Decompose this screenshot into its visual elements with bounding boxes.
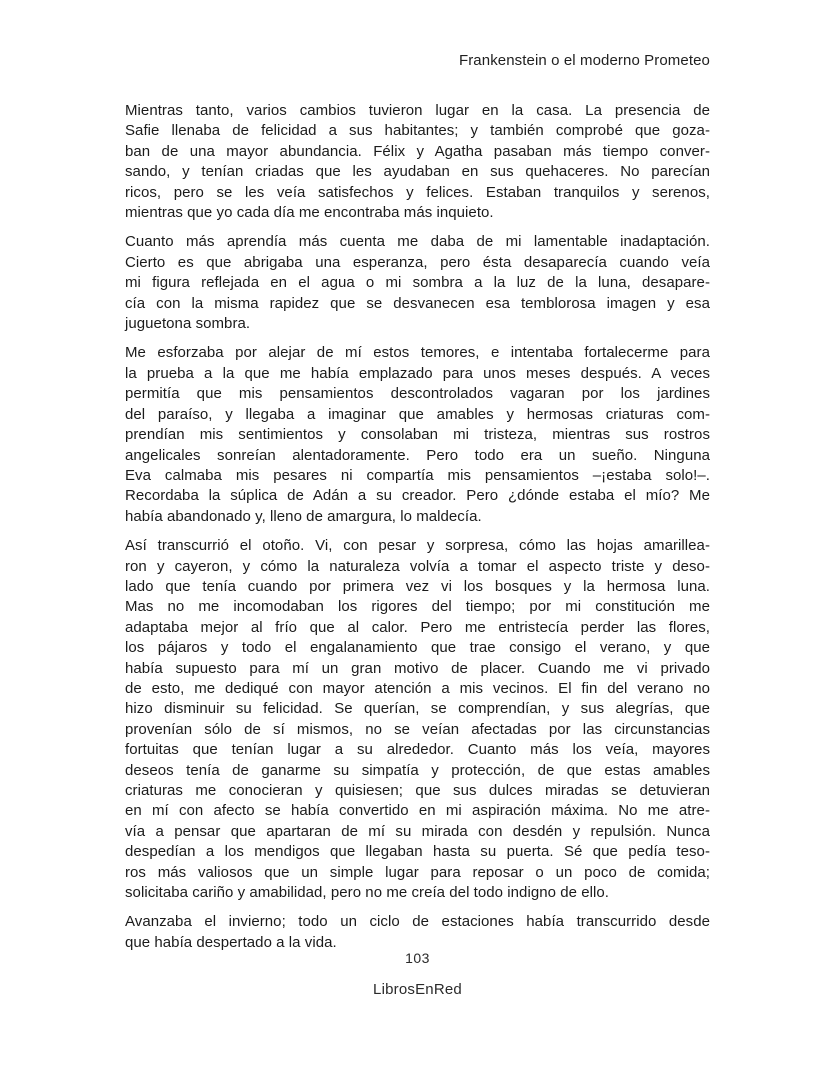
text-line: del paraíso, y llegaba a imaginar que amables y hermosas criaturas com- <box>125 405 710 423</box>
text-line: Avanzaba el invierno; todo un ciclo de estaciones había transcurrido desde <box>125 913 710 931</box>
text-line: Mas no me incomodaban los rigores del tiempo; por mi constitución me <box>125 598 710 616</box>
text-line: lado que tenía cuando por primera vez vi los bosques y la hermosa luna. <box>125 577 710 595</box>
text-line: Así transcurrió el otoño. Vi, con pesar y sorpresa, cómo las hojas amarillea- <box>125 537 710 555</box>
text-line: deseos tenía de ganarme su simpatía y protección, de que estas amables <box>125 761 710 779</box>
text-line: hizo disminuir su felicidad. Se querían, se comprendían, y sus alegrías, que <box>125 700 710 718</box>
text-line: ron y cayeron, y cómo la naturaleza volvía a tomar el aspecto triste y deso- <box>125 557 710 575</box>
text-line: juguetona sombra. <box>125 315 251 333</box>
body-text <box>125 101 710 962</box>
text-line: había supuesto para mí un gran motivo de placer. Cuando me vi privado <box>125 659 710 677</box>
text-line: angelicales sonreían alentadoramente. Pero todo era un sueño. Ninguna <box>125 446 710 464</box>
text-line: en mí con afecto se había convertido en mi aspiración máxima. No me atre- <box>125 802 710 820</box>
text-line: criaturas me conocieran y quisiesen; que sus dulces miradas se detuvieran <box>125 782 710 799</box>
text-line: provenían sólo de sí mismos, no se veían afectadas por las circunstancias <box>125 720 710 738</box>
text-line: Cuanto más aprendía más cuenta me daba de mi lamentable inadaptación. <box>125 233 710 251</box>
text-line: cía con la misma rapidez que se desvanecen esa temblorosa imagen y esa <box>125 294 710 312</box>
page-number: 103 <box>405 950 430 966</box>
publisher-name: LibrosEnRed <box>373 981 462 998</box>
paragraph <box>125 536 710 903</box>
paragraph <box>125 912 710 953</box>
text-line: ros más valiosos que un simple lugar para reposar o un poco de comida; <box>125 863 710 881</box>
text-line: Safie llenaba de felicidad a sus habitantes; y también comprobé que goza- <box>125 122 710 140</box>
text-line: Eva calmaba mis pesares ni compartía mis pensamientos –¡estaba solo!–. <box>125 466 710 484</box>
text-line: los pájaros y todo el engalanamiento que trae consigo el verano, y que <box>125 639 710 657</box>
text-line: ricos, pero se les veía satisfechos y felices. Estaban tranquilos y serenos, <box>125 183 710 201</box>
text-line: ban de una mayor abundancia. Félix y Agatha pasaban más tiempo conver- <box>125 142 710 160</box>
text-line: prendían mis sentimientos y consolaban mi tristeza, mientras sus rostros <box>125 426 710 444</box>
text-line: Me esforzaba por alejar de mí estos temores, e intentaba fortalecerme para <box>125 344 710 362</box>
text-line: de esto, me dediqué con mayor atención a mis vecinos. El fin del verano no <box>125 679 710 697</box>
text-line: fortuitas que tenían lugar a su alrededor. Cuanto más los veía, mayores <box>125 741 710 759</box>
paragraph <box>125 343 710 527</box>
text-line: despedían a los mendigos que llegaban hasta su puerta. Sé que pedía teso- <box>125 843 710 861</box>
text-line: había abandonado y, lleno de amargura, lo maldecía. <box>125 507 482 525</box>
text-line: Mientras tanto, varios cambios tuvieron lugar en la casa. La presencia de <box>125 102 710 119</box>
text-line: mi figura reflejada en el agua o mi sombra a la luz de la luna, desapare- <box>125 274 710 292</box>
paragraph <box>125 232 710 334</box>
text-line: la prueba a la que me había emplazado para unos meses después. A veces <box>125 364 710 382</box>
text-line: vía a pensar que apartaran de mí su mirada con desdén y repulsión. Nunca <box>125 822 710 840</box>
paragraph <box>125 101 710 223</box>
text-line: solicitaba cariño y amabilidad, pero no me creía del todo indigno de ello. <box>125 884 609 902</box>
text-line: Recordaba la súplica de Adán a su creador. Pero ¿dónde estaba el mío? Me <box>125 487 710 505</box>
running-header: Frankenstein o el moderno Prometeo <box>458 52 710 69</box>
text-line: Cierto es que abrigaba una esperanza, pero ésta desaparecía cuando veía <box>125 253 710 271</box>
text-line: mientras que yo cada día me encontraba más inquieto. <box>125 204 494 222</box>
text-line: adaptaba mejor al frío que al calor. Pero me entristecía perder las flores, <box>125 618 710 636</box>
text-line: sando, y tenían criadas que les ayudaban en sus quehaceres. No parecían <box>125 163 710 181</box>
text-line: que había despertado a la vida. <box>125 933 337 951</box>
text-line: permitía que mis pensamientos descontrolados vagaran por los jardines <box>125 385 710 403</box>
